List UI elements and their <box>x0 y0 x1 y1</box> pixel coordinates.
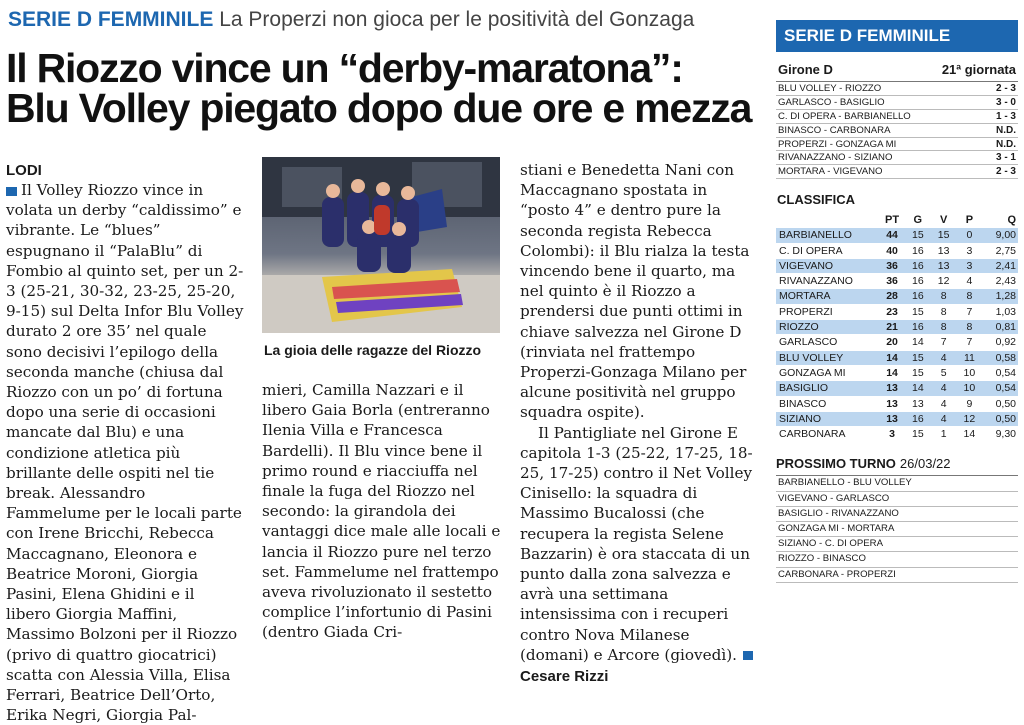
classifica-row <box>776 289 1018 304</box>
column-3-paragraph-2 <box>520 423 760 665</box>
header-q: Q <box>1007 214 1016 227</box>
author-byline: Cesare Rizzi <box>520 668 609 686</box>
kicker <box>8 8 694 32</box>
quotient: 0,58 <box>995 351 1016 364</box>
quotient: 1,28 <box>995 290 1016 303</box>
team-photo-illustration <box>262 157 500 333</box>
result-score: 3 - 1 <box>995 152 1016 164</box>
headline-line-1: Il Riozzo vince un “derby-maratona”: <box>6 45 683 91</box>
played: 14 <box>911 336 924 349</box>
prossimo-title: PROSSIMO TURNO <box>776 456 896 472</box>
classifica-row <box>776 397 1018 412</box>
prossimo-date: 26/03/22 <box>899 456 951 472</box>
points: 40 <box>886 244 898 257</box>
quotient: 1,03 <box>995 305 1016 318</box>
quotient: 0,81 <box>995 321 1016 334</box>
points: 36 <box>886 275 898 288</box>
classifica-title: CLASSIFICA <box>777 192 855 208</box>
won: 4 <box>940 397 947 410</box>
header-p: P <box>965 214 974 227</box>
result-match: PROPERZI - GONZAGA MI <box>778 138 897 150</box>
result-match: RIVANAZZANO - SIZIANO <box>778 152 893 164</box>
played: 16 <box>911 290 924 303</box>
sidebar-banner: SERIE D FEMMINILE <box>776 20 1018 52</box>
lost: 12 <box>963 412 976 425</box>
classifica-row <box>776 366 1018 381</box>
classifica-row <box>776 228 1018 243</box>
classifica-row <box>776 320 1018 335</box>
points: 20 <box>886 336 898 349</box>
result-score: 1 - 3 <box>995 110 1016 122</box>
result-match: GARLASCO - BASIGLIO <box>778 96 885 108</box>
result-match: BLU VOLLEY - RIOZZO <box>778 83 882 94</box>
won: 8 <box>940 290 947 303</box>
won: 13 <box>937 259 950 272</box>
team-name: C. DI OPERA <box>779 244 843 257</box>
quotient: 0,50 <box>995 412 1016 425</box>
classifica-row <box>776 427 1018 442</box>
team-name: SIZIANO <box>779 412 822 425</box>
result-score: N.D. <box>996 124 1016 136</box>
column-3-paragraph-1: stiani e Benedetta Nani con Maccagnano spostata in “posto 4” e dentro pure la seconda regista Rebecca Colombi): il Blu rialza la testa vincendo bene il quarto, ma nel quinto è il Riozzo a prendersi due punti ottimi in chiave salvezza nel Girone D (rinviata nel frattempo Properzi-Gonzaga Milano per alcune positività nel gruppo squadra ospite). <box>520 161 750 422</box>
quotient: 0,92 <box>995 336 1016 349</box>
team-name: RIVANAZZANO <box>779 275 853 288</box>
column-2-text: mieri, Camilla Nazzari e il libero Gaia Borla (entreranno Ilenia Villa e Francesca Bardelli). Il Blu vince bene il primo round e riacciuffa nel finale la fuga del Riozzo nel secondo: la girandola dei vantaggi dice male alle locali e lancia il Riozzo pure nel terzo set. Fammelume nel frattempo aveva rivoluzionato il sestetto complice l’infortunio di Pasini (dentro Giada Cri- <box>262 381 501 642</box>
quotient: 9,30 <box>995 428 1016 441</box>
headline <box>6 45 766 131</box>
points: 3 <box>889 428 895 441</box>
won: 15 <box>937 229 950 242</box>
played: 15 <box>911 229 924 242</box>
quotient: 2,75 <box>995 244 1016 257</box>
won: 12 <box>937 275 950 288</box>
result-score: 2 - 3 <box>995 166 1016 178</box>
end-marker-icon <box>743 651 753 660</box>
header-g: G <box>913 214 923 227</box>
prossimo-header <box>776 456 1018 476</box>
result-match: MORTARA - VIGEVANO <box>778 166 883 178</box>
headline-line-2: Blu Volley piegato dopo due ore e mezza <box>6 85 752 131</box>
classifica-header <box>776 213 1018 228</box>
team-name: BINASCO <box>779 397 827 410</box>
header-pt: PT <box>885 214 900 227</box>
dateline: LODI <box>6 162 42 179</box>
team-name: GARLASCO <box>779 336 838 349</box>
fixture-row: RIOZZO - BINASCO <box>776 552 1018 567</box>
prossimo-list <box>776 476 1018 582</box>
header-v: V <box>939 214 948 227</box>
paragraph-marker-icon <box>6 187 17 196</box>
result-row <box>776 96 1018 110</box>
classifica-row <box>776 351 1018 366</box>
team-name: MORTARA <box>779 290 831 303</box>
played: 13 <box>911 397 924 410</box>
won: 5 <box>940 366 947 379</box>
lost: 8 <box>966 321 973 334</box>
lost: 7 <box>966 305 973 318</box>
points: 14 <box>886 351 898 364</box>
classifica-row <box>776 381 1018 396</box>
played: 16 <box>911 259 924 272</box>
lost: 11 <box>963 351 975 364</box>
team-name: CARBONARA <box>779 428 846 441</box>
quotient: 9,00 <box>995 229 1016 242</box>
won: 1 <box>940 428 947 441</box>
lost: 0 <box>966 229 973 242</box>
points: 13 <box>886 397 898 410</box>
article-column-2 <box>262 380 504 643</box>
quotient: 2,43 <box>995 275 1016 288</box>
giornata-label: 21ª giornata <box>941 62 1016 77</box>
team-name: PROPERZI <box>779 305 833 318</box>
points: 13 <box>886 412 898 425</box>
lost: 14 <box>963 428 976 441</box>
played: 16 <box>911 412 924 425</box>
header-team <box>776 213 879 228</box>
section-label: SERIE D FEMMINILE <box>8 8 214 31</box>
lost: 9 <box>966 397 973 410</box>
result-score: 2 - 3 <box>995 83 1016 94</box>
result-match: BINASCO - CARBONARA <box>778 124 891 136</box>
won: 13 <box>937 244 950 257</box>
lost: 7 <box>966 336 973 349</box>
team-name: BARBIANELLO <box>779 229 852 242</box>
points: 44 <box>886 229 898 242</box>
won: 8 <box>940 305 947 318</box>
results-list <box>776 82 1018 179</box>
result-row <box>776 110 1018 124</box>
points: 28 <box>886 290 898 303</box>
won: 4 <box>940 382 947 395</box>
fixture-row: CARBONARA - PROPERZI <box>776 568 1018 583</box>
result-score: N.D. <box>996 138 1016 150</box>
points: 36 <box>886 259 898 272</box>
played: 16 <box>911 275 924 288</box>
result-row <box>776 151 1018 165</box>
points: 21 <box>886 321 898 334</box>
played: 16 <box>911 321 924 334</box>
girone-label: Girone D <box>778 62 833 77</box>
lost: 4 <box>966 275 973 288</box>
won: 8 <box>940 321 947 334</box>
played: 16 <box>911 244 924 257</box>
girone-header <box>776 62 1018 82</box>
sidebar-standings <box>776 20 1018 583</box>
lost: 3 <box>966 259 973 272</box>
photo-caption: La gioia delle ragazze del Riozzo <box>264 342 482 358</box>
won: 7 <box>940 336 947 349</box>
team-name: GONZAGA MI <box>779 366 846 379</box>
result-row <box>776 82 1018 96</box>
fixture-row: BARBIANELLO - BLU VOLLEY <box>776 476 1018 491</box>
result-match: C. DI OPERA - BARBIANELLO <box>778 110 911 122</box>
column-1-text: Il Volley Riozzo vince in volata un derby “caldissimo” e vibrante. Le “blues” espugnano il “PalaBlu” di Fombio al quinto set, per un 2-3 (25-21, 30-32, 23-25, 25-20, 9-15) sul Delta Infor Blu Volley durato 2 ore 35’ nel quale sono decisivi l’epilogo della seconda manche (chiusa dal Riozzo con un po’ di fortuna dopo una serie di occasioni mancate dal Blu) e una condizione atletica più brillante delle ospiti nel tie break. Alessandro Fammelume per le locali parte con Irene Bricchi, Rebecca Maccagnano, Eleonora e Beatrice Moroni, Giorgia Pasini, Elena Ghidini e il libero Giorgia Maffini, Massimo Bolzoni per il Riozzo (privo di quattro giocatrici) scatta con Alessia Villa, Elisa Ferrari, Beatrice Dell’Orto, Erika Negri, Giorgia Pal- <box>6 181 244 725</box>
quotient: 0,54 <box>995 382 1016 395</box>
played: 15 <box>911 366 924 379</box>
classifica-row <box>776 305 1018 320</box>
result-row <box>776 124 1018 138</box>
article-column-1 <box>6 162 244 725</box>
lost: 10 <box>963 382 976 395</box>
result-row <box>776 138 1018 152</box>
fixture-row: SIZIANO - C. DI OPERA <box>776 537 1018 552</box>
fixture-row: BASIGLIO - RIVANAZZANO <box>776 507 1018 522</box>
played: 14 <box>911 382 924 395</box>
classifica-row <box>776 412 1018 427</box>
won: 4 <box>940 351 947 364</box>
column-3-paragraph-2-text: Il Pantigliate nel Girone E capitola 1-3 (25-22, 17-25, 18-25, 17-25) contro il Net Volley Cinisello: la squadra di Massimo Bucalossi (che recupera la regista Selene Bazzarin) è ora staccata di un punto dalla zona salvezza e avrà una settimana intensissima con i recuperi contro Nova Milanese (domani) e Arcore (giovedì). <box>520 423 753 664</box>
played: 15 <box>911 351 924 364</box>
played: 15 <box>911 305 924 318</box>
classifica-row <box>776 259 1018 274</box>
lost: 3 <box>966 244 973 257</box>
played: 15 <box>911 428 924 441</box>
quotient: 0,50 <box>995 397 1016 410</box>
points: 13 <box>886 382 898 395</box>
quotient: 2,41 <box>995 259 1016 272</box>
kicker-subtitle: La Properzi non gioca per le positività del Gonzaga <box>219 8 695 31</box>
team-name: RIOZZO <box>779 321 819 334</box>
quotient: 0,54 <box>995 366 1016 379</box>
classifica-row <box>776 335 1018 350</box>
result-row <box>776 165 1018 179</box>
lost: 8 <box>966 290 973 303</box>
result-score: 3 - 0 <box>995 96 1016 108</box>
lost: 10 <box>963 366 976 379</box>
team-name: VIGEVANO <box>779 259 834 272</box>
classifica-row <box>776 244 1018 259</box>
points: 14 <box>886 366 898 379</box>
points: 23 <box>886 305 898 318</box>
fixture-row: VIGEVANO - GARLASCO <box>776 492 1018 507</box>
classifica-table <box>776 228 1018 442</box>
classifica-row <box>776 274 1018 289</box>
article-column-3 <box>520 160 760 687</box>
won: 4 <box>940 412 947 425</box>
fixture-row: GONZAGA MI - MORTARA <box>776 522 1018 537</box>
team-name: BLU VOLLEY <box>779 351 844 364</box>
team-photo <box>262 157 500 333</box>
team-name: BASIGLIO <box>779 382 829 395</box>
